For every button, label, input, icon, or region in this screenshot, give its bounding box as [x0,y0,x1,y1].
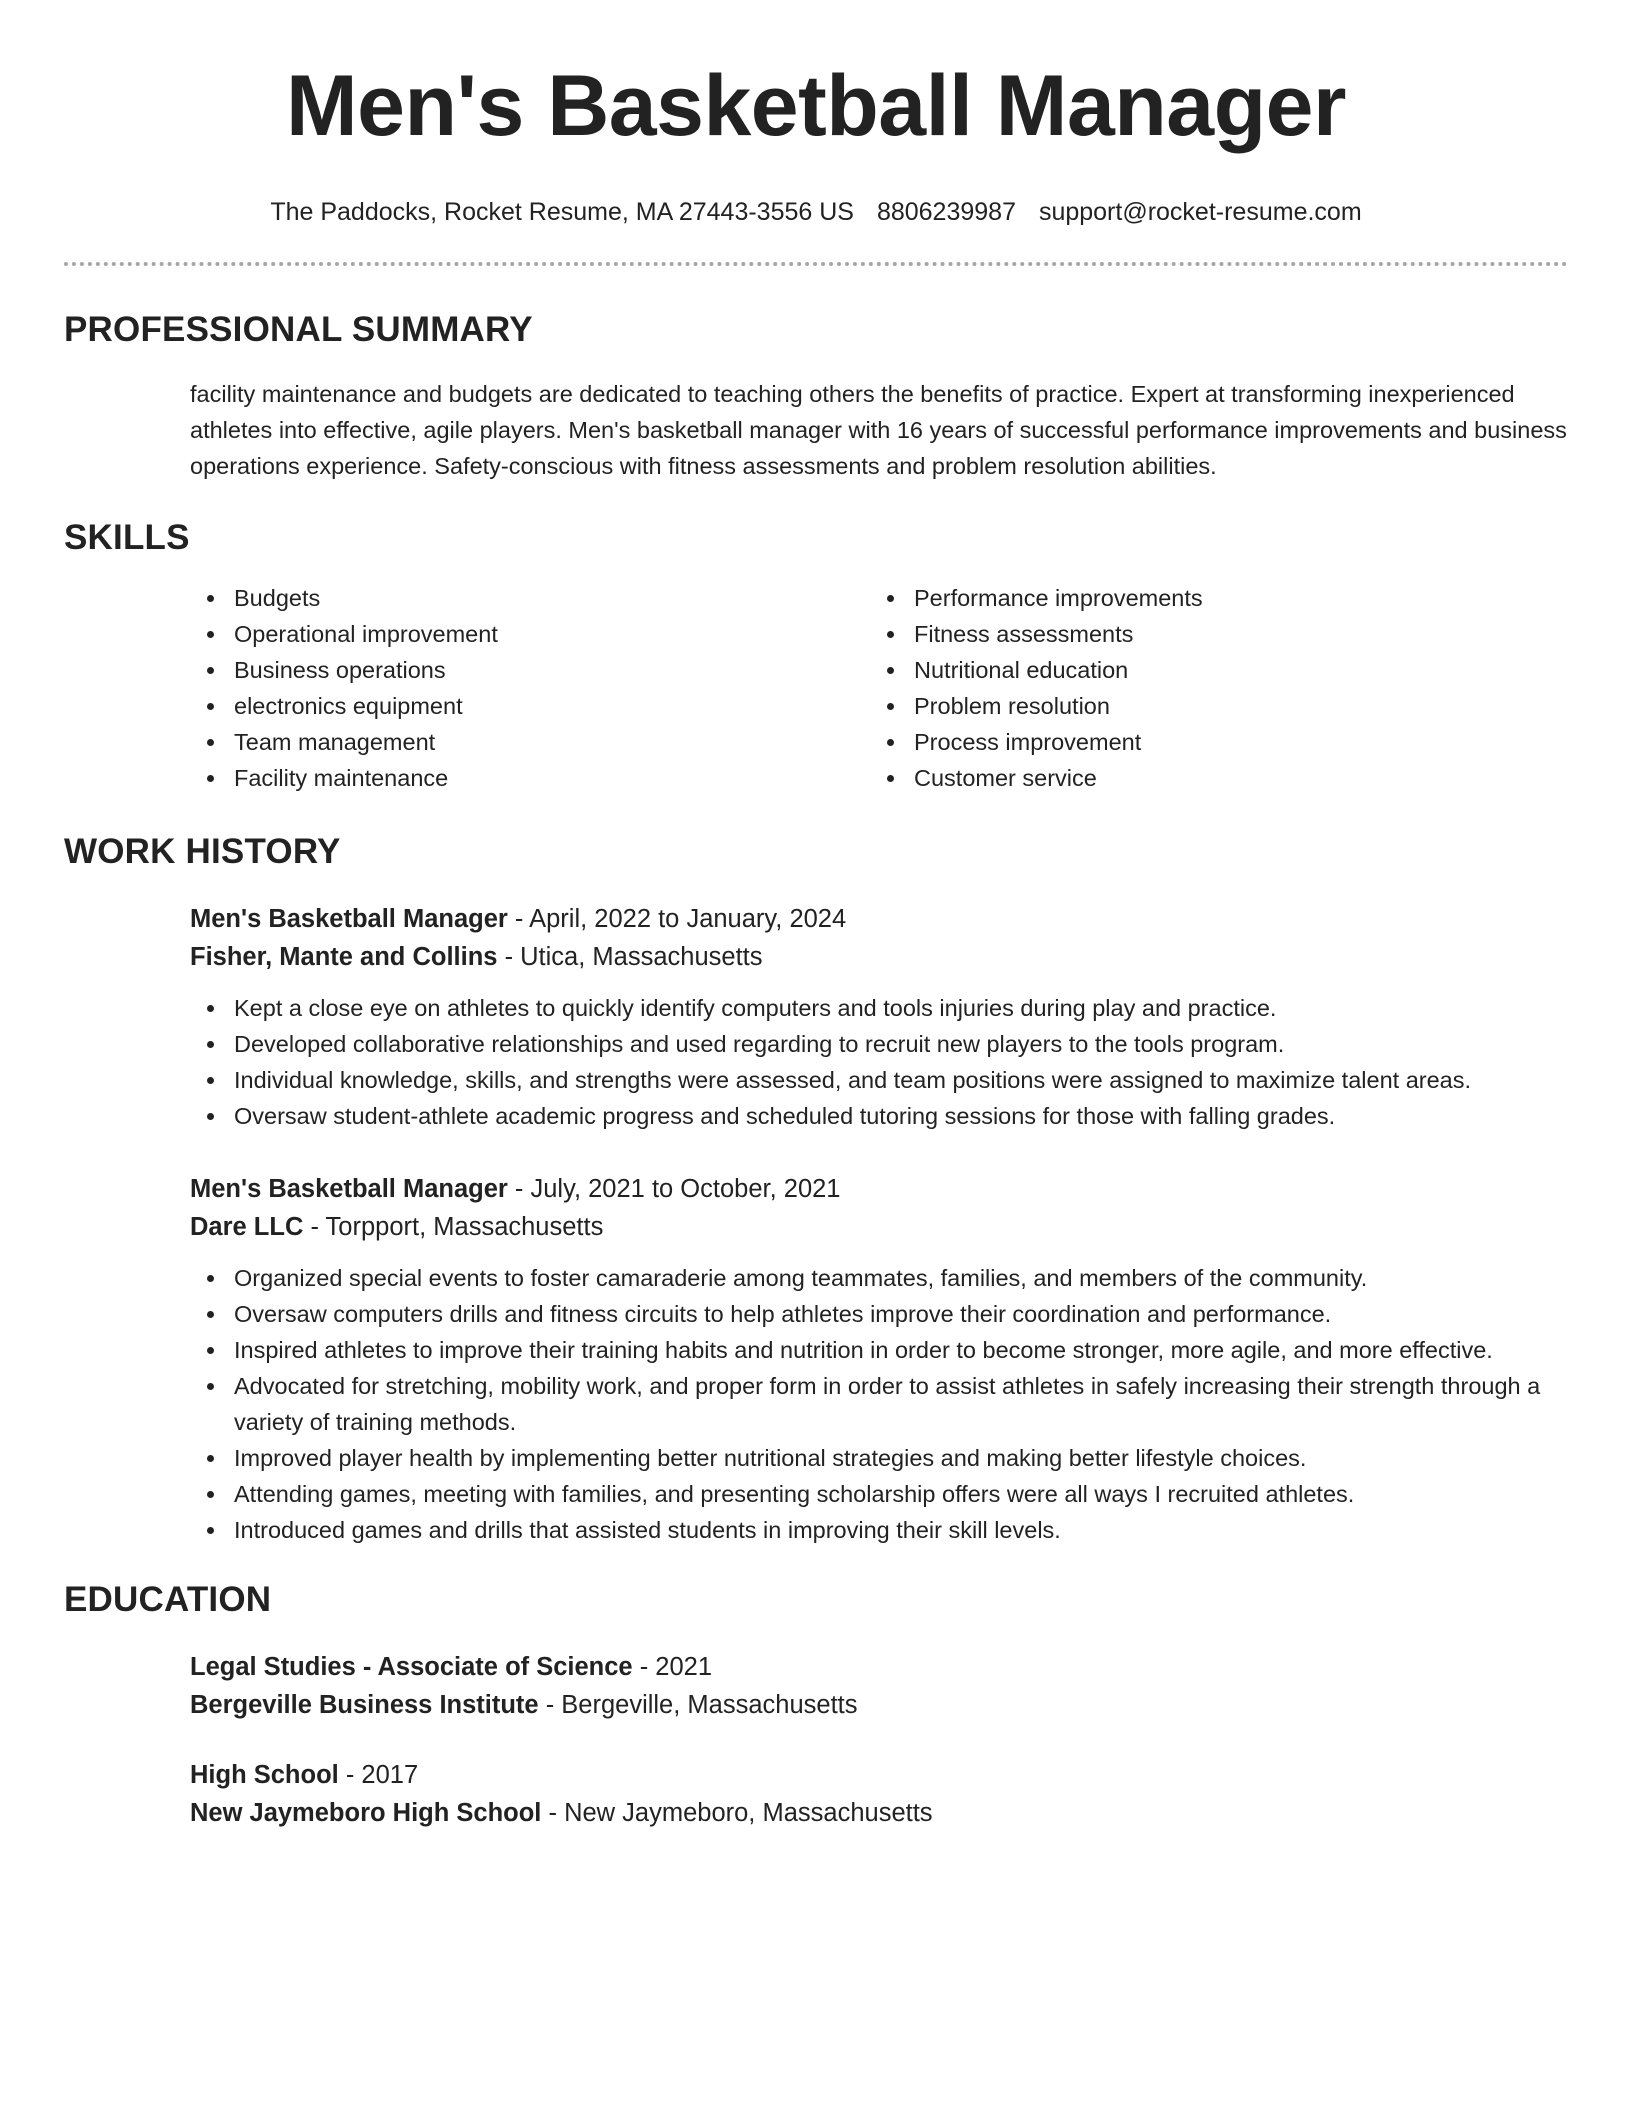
job-dates: - April, 2022 to January, 2024 [507,905,847,933]
job-bullet: Organized special events to foster camaraderie among teammates, families, and members of the community. [190,1260,1568,1296]
education-school-line [190,1686,1568,1724]
work-history-section [64,830,1568,1548]
job-bullet: Kept a close eye on athletes to quickly identify computers and tools injuries during play and practice. [190,990,1568,1026]
job-bullet: Improved player health by implementing better nutritional strategies and making better lifestyle choices. [190,1440,1568,1476]
job-title-line [190,1170,1568,1208]
skills-column-right [870,580,1550,796]
job-company-line [190,1208,1568,1246]
education-degree-line [190,1648,1568,1686]
job-title: Men's Basketball Manager [190,905,508,933]
job-bullet: Attending games, meeting with families, and presenting scholarship offers were all ways I recruited athletes. [190,1476,1568,1512]
education-heading: EDUCATION [64,1580,272,1619]
education-section [64,1578,1568,1832]
skill-item: Business operations [190,652,870,688]
education-location: - Bergeville, Massachusetts [538,1691,858,1719]
job-company: Dare LLC [190,1213,304,1241]
skill-item: Customer service [870,760,1550,796]
education-entry [190,1648,1568,1724]
summary-text: facility maintenance and budgets are dedicated to teaching others the benefits of practice. Expert at transforming inexperienced athletes into effective, agile players. Men's basketball manager with 16 years of successful performance improvements and business operations experience. Safety-conscious with fitness assessments and problem resolution abilities. [190,381,1567,479]
summary-heading: PROFESSIONAL SUMMARY [64,310,533,349]
skill-item: Process improvement [870,724,1550,760]
skill-item: Operational improvement [190,616,870,652]
job-dates: - July, 2021 to October, 2021 [507,1175,841,1203]
skill-item: Nutritional education [870,652,1550,688]
job-entry [190,1170,1568,1548]
job-entry [190,900,1568,1134]
skill-item: Problem resolution [870,688,1550,724]
education-degree: Legal Studies - Associate of Science [190,1653,633,1681]
job-title: Men's Basketball Manager [190,1175,508,1203]
skills-grid [190,580,1568,796]
job-company: Fisher, Mante and Collins [190,943,498,971]
job-bullets [190,1260,1568,1548]
job-bullet: Developed collaborative relationships and used regarding to recruit new players to the tools program. [190,1026,1568,1062]
contact-address: The Paddocks, Rocket Resume, MA 27443-3556 US [270,198,854,226]
job-bullet: Oversaw computers drills and fitness circuits to help athletes improve their coordination and performance. [190,1296,1568,1332]
skill-item: electronics equipment [190,688,870,724]
job-bullet: Advocated for stretching, mobility work, and proper form in order to assist athletes in safely increasing their strength through a variety of training methods. [190,1368,1568,1440]
education-degree: High School [190,1761,339,1789]
job-bullet: Introduced games and drills that assisted students in improving their skill levels. [190,1512,1568,1548]
education-year: - 2017 [338,1761,419,1789]
job-location: - Torpport, Massachusetts [303,1213,604,1241]
skill-item: Team management [190,724,870,760]
job-bullet: Individual knowledge, skills, and strengths were assessed, and team positions were assigned to maximize talent areas. [190,1062,1568,1098]
education-degree-line [190,1756,1568,1794]
skills-section [64,516,1568,796]
skill-item: Facility maintenance [190,760,870,796]
education-entry [190,1756,1568,1832]
education-school: Bergeville Business Institute [190,1691,539,1719]
job-bullet: Inspired athletes to improve their training habits and nutrition in order to become stronger, more agile, and more effective. [190,1332,1568,1368]
education-school: New Jaymeboro High School [190,1799,542,1827]
education-school-line [190,1794,1568,1832]
skill-item: Performance improvements [870,580,1550,616]
skill-item: Fitness assessments [870,616,1550,652]
job-location: - Utica, Massachusetts [497,943,763,971]
job-title-line [190,900,1568,938]
skills-column-left [190,580,870,796]
header-divider [64,262,1568,266]
job-company-line [190,938,1568,976]
contact-line [64,196,1568,228]
job-bullets [190,990,1568,1134]
resume-name: Men's Basketball Manager [286,58,1346,154]
education-location: - New Jaymeboro, Massachusetts [541,1799,933,1827]
job-bullet: Oversaw student-athlete academic progress and scheduled tutoring sessions for those with falling grades. [190,1098,1568,1134]
skills-heading: SKILLS [64,518,190,557]
contact-email: support@rocket-resume.com [1038,198,1362,226]
summary-section [64,308,1568,484]
education-year: - 2021 [632,1653,713,1681]
work-history-heading: WORK HISTORY [64,832,341,871]
skill-item: Budgets [190,580,870,616]
contact-phone: 8806239987 [876,198,1016,226]
